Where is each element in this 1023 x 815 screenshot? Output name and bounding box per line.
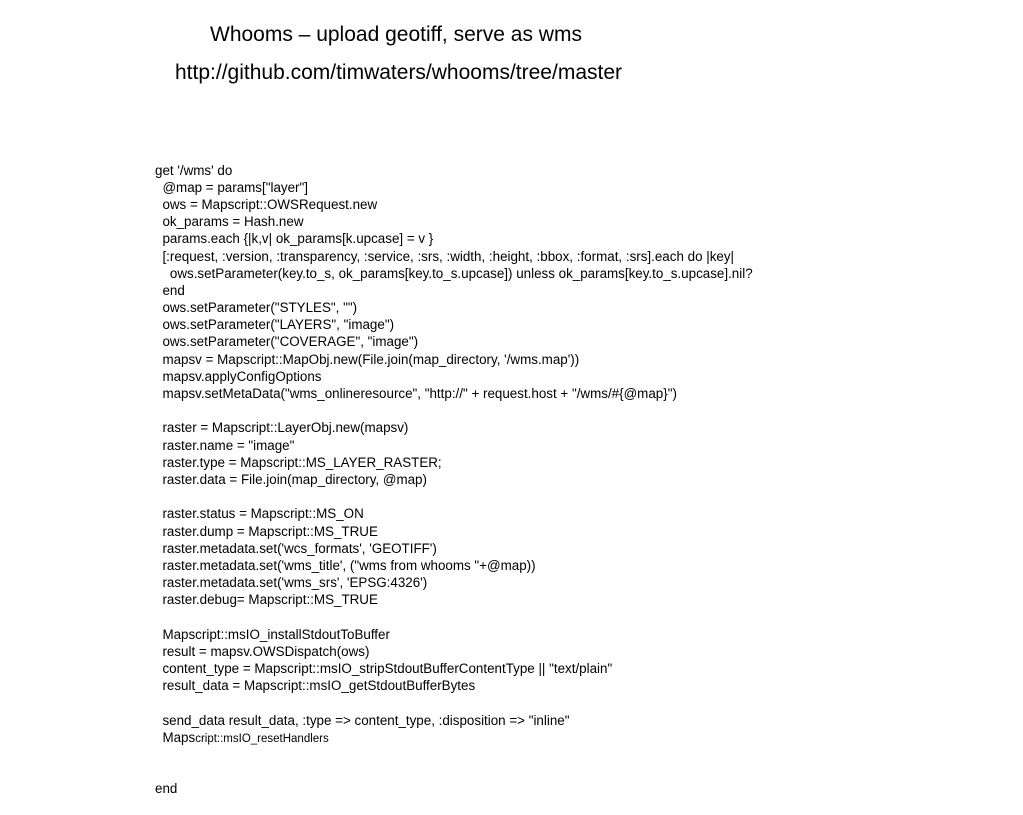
code-line: [:request, :version, :transparency, :service, :srs, :width, :height, :bbox, :format, :srs].each do |key| — [155, 248, 735, 264]
code-line: ok_params = Hash.new — [155, 214, 304, 230]
code-line: raster.dump = Mapscript::MS_TRUE — [155, 523, 378, 539]
code-line: result_data = Mapscript::msIO_getStdoutBufferBytes — [155, 678, 476, 694]
code-line: mapsv.setMetaData("wms_onlineresource", "http://" + request.host + "/wms/#{@map}") — [155, 386, 677, 402]
code-line: ows = Mapscript::OWSRequest.new — [155, 196, 378, 212]
code-line: ows.setParameter("COVERAGE", "image") — [155, 334, 419, 350]
code-block — [155, 110, 1015, 815]
code-line: result = mapsv.OWSDispatch(ows) — [155, 643, 370, 659]
code-line: raster.name = "image" — [155, 437, 295, 453]
code-line — [155, 694, 1015, 711]
code-line: raster.type = Mapscript::MS_LAYER_RASTER; — [155, 454, 442, 470]
code-line: raster = Mapscript::LayerObj.new(mapsv) — [155, 420, 409, 436]
code-line: mapsv = Mapscript::MapObj.new(File.join(map_directory, '/wms.map')) — [155, 351, 580, 367]
code-line: end — [155, 282, 185, 298]
code-line-reset-handlers — [155, 729, 1015, 746]
code-line: Mapscript::msIO_installStdoutToBuffer — [155, 626, 390, 642]
code-line: ows.setParameter("LAYERS", "image") — [155, 317, 395, 333]
code-line: ows.setParameter("STYLES", "") — [155, 300, 358, 316]
code-line: send_data result_data, :type => content_type, :disposition => "inline" — [155, 712, 570, 728]
code-line: raster.data = File.join(map_directory, @map) — [155, 471, 427, 487]
slide-title: Whooms – upload geotiff, serve as wms — [210, 23, 582, 46]
code-line — [155, 488, 1015, 505]
code-line: get '/wms' do — [155, 162, 233, 178]
code-line-reset-prefix: Maps — [155, 729, 196, 745]
code-line-end: end — [155, 781, 178, 797]
code-line: raster.metadata.set('wcs_formats', 'GEOTIFF') — [155, 540, 437, 556]
code-line: raster.status = Mapscript::MS_ON — [155, 506, 364, 522]
code-line — [155, 608, 1015, 625]
code-line: raster.metadata.set('wms_srs', 'EPSG:4326') — [155, 575, 428, 591]
code-line-reset-suffix: cript::msIO_resetHandlers — [195, 732, 329, 745]
code-line: ows.setParameter(key.to_s, ok_params[key.to_s.upcase]) unless ok_params[key.to_s.upcase].nil? — [155, 265, 753, 281]
repository-url: http://github.com/timwaters/whooms/tree/master — [175, 61, 622, 84]
code-line: content_type = Mapscript::msIO_stripStdoutBufferContentType || "text/plain" — [155, 661, 613, 677]
code-line: raster.debug= Mapscript::MS_TRUE — [155, 592, 378, 608]
code-line: mapsv.applyConfigOptions — [155, 368, 322, 384]
code-line — [155, 402, 1015, 419]
code-line: params.each {|k,v| ok_params[k.upcase] = v } — [155, 231, 434, 247]
code-line: raster.metadata.set('wms_title', ("wms from whooms "+@map)) — [155, 557, 536, 573]
code-line: @map = params["layer"] — [155, 179, 308, 195]
